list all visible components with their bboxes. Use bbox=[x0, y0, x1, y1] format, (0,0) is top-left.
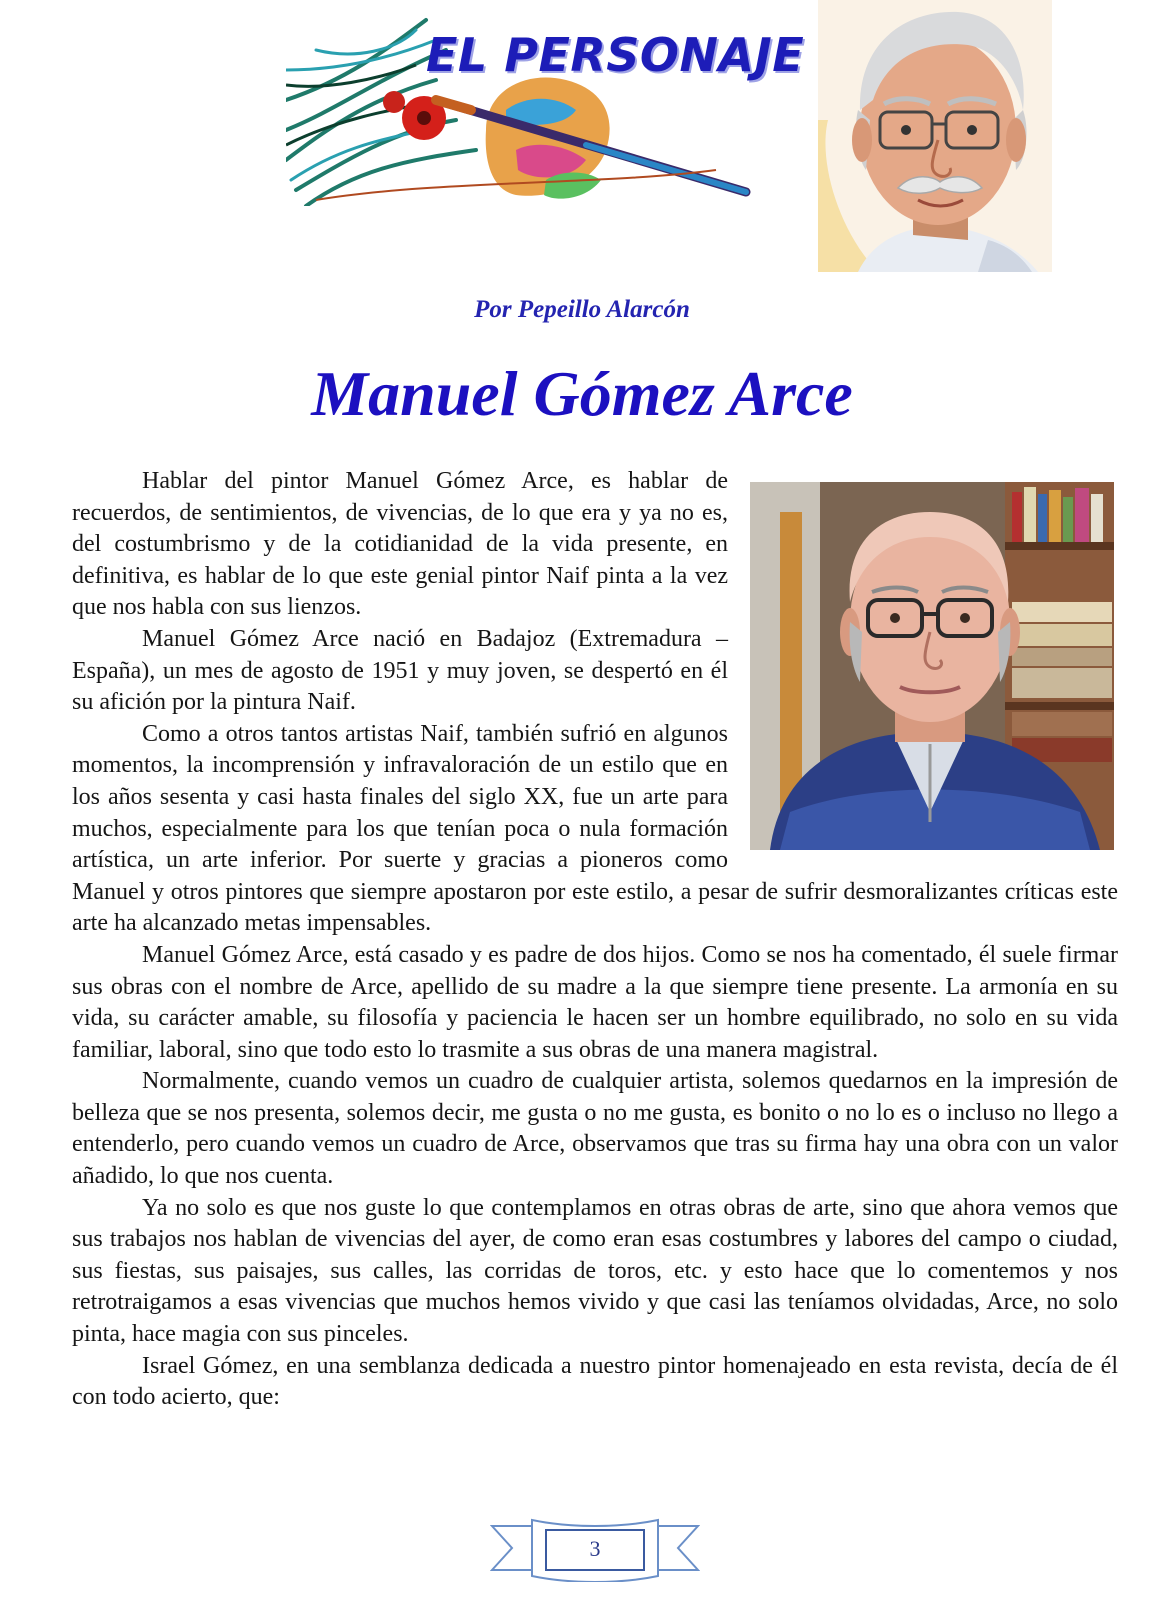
page-footer bbox=[490, 1518, 700, 1582]
paragraph: Hablar del pintor Manuel Gómez Arce, es hablar de recuerdos, de sentimientos, de vivencias, de lo que era y ya no es, del costumbrismo y de la cotidianidad de la vida presente, en definitiva, es hablar de lo que este genial pintor Naif pinta a la vez que nos habla con sus lienzos. bbox=[72, 468, 728, 621]
paragraph: Manuel Gómez Arce, está casado y es padre de dos hijos. Como se nos ha comentado, él suele firmar sus obras con el nombre de Arce, apellido de su madre a la que siempre tiene presente. La armonía en su vida, su carácter amable, su filosofía y paciencia le hacen ser un hombre equilibrado, no solo en su vida familiar, laboral, sino que todo esto lo trasmite a sus obras de una manera magistral. bbox=[72, 941, 1118, 1063]
header-banner bbox=[286, 10, 806, 206]
paragraph: Israel Gómez, en una semblanza dedicada a nuestro pintor homenajeado en esta revista, decía de él con todo acierto, que: bbox=[72, 1352, 1118, 1411]
byline: Por Pepeillo Alarcón bbox=[474, 296, 690, 323]
caricature-portrait-illustration bbox=[818, 0, 1052, 272]
paragraph: Como a otros tantos artistas Naif, también sufrió en algunos momentos, la incomprensión y infravaloración de un estilo que en los años sesenta y casi hasta finales del siglo XX, fue un arte para muchos, especialmente para los que tenían poca o nula formación artística, un arte inferior. Por suerte y gracias a pioneros como Manuel y otros pintores que siempre apostaron por este estilo, a pesar de sufrir desmoralizantes críticas este arte ha alcanzado metas impensables. bbox=[72, 720, 1118, 937]
section-title: EL PERSONAJE bbox=[426, 28, 805, 82]
article-body bbox=[72, 466, 1118, 1414]
paragraph: Ya no solo es que nos guste lo que contemplamos en otras obras de arte, sino que ahora vemos que sus trabajos nos hablan de vivencias del ayer, de como eran esas costumbres y labores del campo o ciudad, sus fiestas, sus paisajes, sus calles, las corridas de toros, etc. y esto hace que lo comentemos y nos retrotraigamos a esas vivencias que muchos hemos vivido y que casi las teníamos olvidadas, Arce, no solo pinta, hace magia con sus pinceles. bbox=[72, 1194, 1118, 1348]
paragraph: Manuel Gómez Arce nació en Badajoz (Extremadura – España), un mes de agosto de 1951 y muy joven, se despertó en él su afición por la pintura Naif. bbox=[72, 625, 728, 716]
photo-wrap-space bbox=[728, 466, 1118, 866]
article-title: Manuel Gómez Arce bbox=[311, 358, 853, 429]
page-number: 3 bbox=[589, 1536, 601, 1561]
paragraph: Normalmente, cuando vemos un cuadro de cualquier artista, solemos quedarnos en la impresión de belleza que se nos presenta, solemos decir, me gusta o no me gusta, es bonito o no lo es o incluso no llego a entenderlo, pero cuando vemos un cuadro de Arce, observamos que tras su firma hay una obra con un valor añadido, lo que nos cuenta. bbox=[72, 1068, 1118, 1190]
author-caricature bbox=[818, 0, 1052, 272]
